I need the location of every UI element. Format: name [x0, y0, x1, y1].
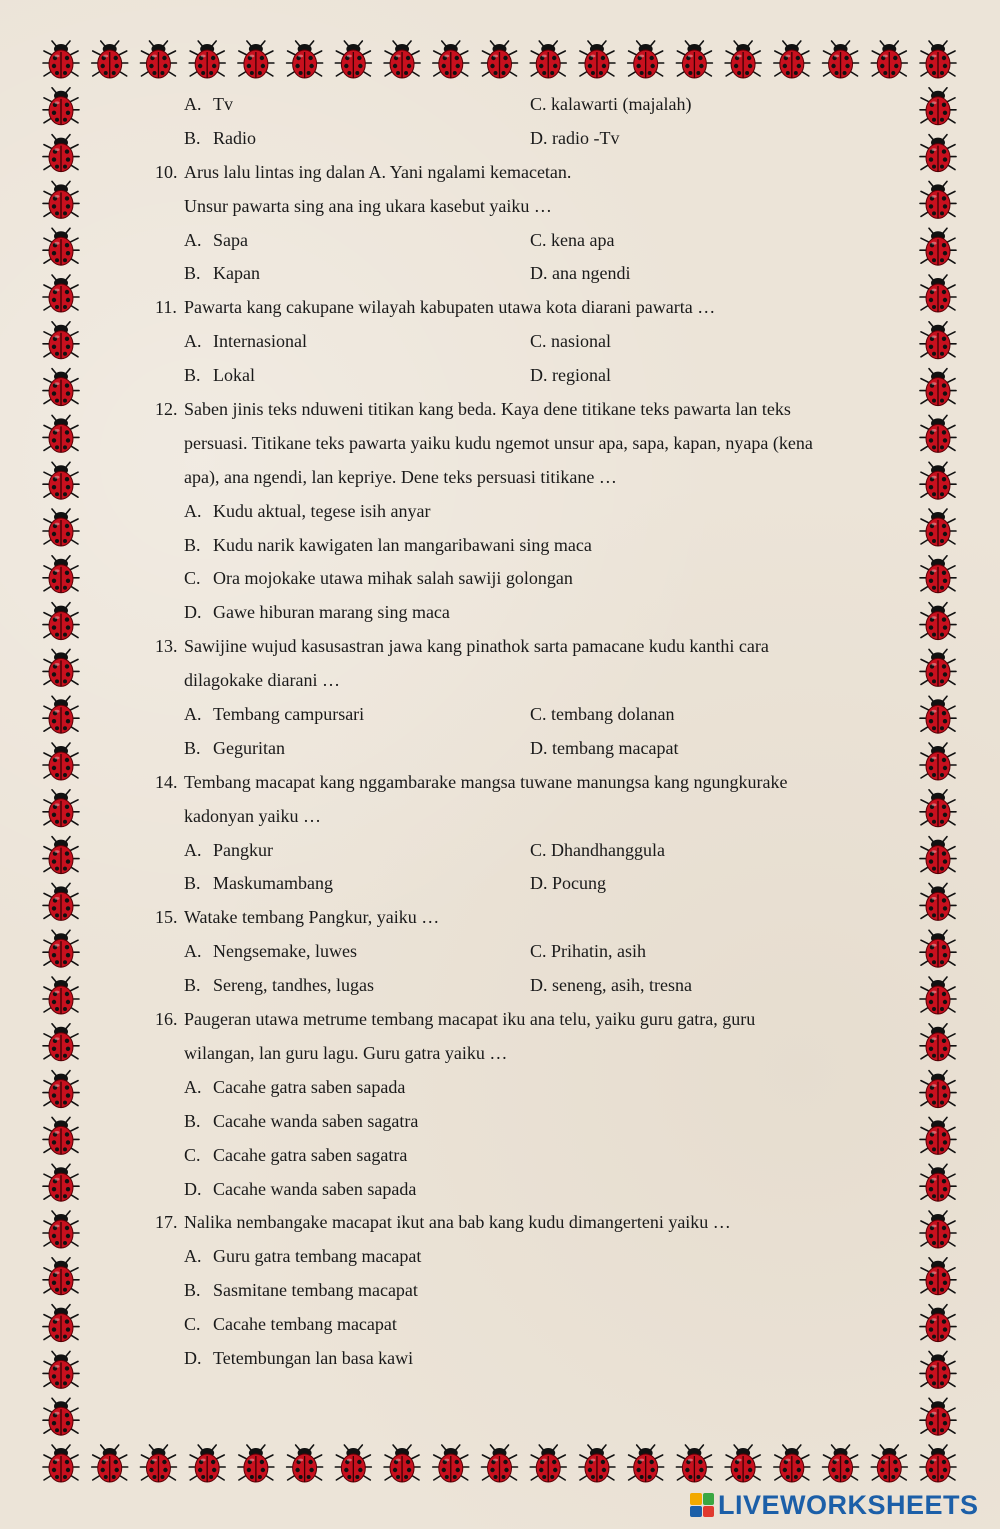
option-letter: A.	[184, 941, 202, 962]
option-letter: A.	[184, 704, 202, 725]
option-letter: A.	[184, 229, 202, 250]
question-text: Paugeran utawa metrume tembang macapat iku ana telu, yaiku guru gatra, guru	[184, 1009, 756, 1030]
question-number: 11.	[155, 297, 177, 318]
question-text: apa), ana ngendi, lan kepriye. Dene teks persuasi titikane …	[184, 466, 617, 487]
ladybug-icon	[774, 1445, 810, 1482]
option-text: Cacahe wanda saben sagatra	[213, 1110, 419, 1131]
question-stem	[150, 630, 890, 664]
option-text: Internasional	[213, 331, 307, 352]
option-text: Maskumambang	[213, 873, 333, 894]
ladybug-icon	[920, 977, 956, 1014]
answer-option-row	[150, 1173, 890, 1207]
answer-option-col2	[530, 325, 611, 359]
ladybug-icon	[920, 790, 956, 827]
ladybug-icon	[43, 509, 79, 546]
answer-option-row	[150, 1308, 890, 1342]
question-stem-continued	[150, 800, 890, 834]
answer-option-col2	[530, 88, 691, 122]
option-text: Guru gatra tembang macapat	[213, 1246, 422, 1267]
answer-option-col2	[530, 969, 692, 1003]
answer-option-row	[150, 935, 890, 969]
ladybug-icon	[43, 228, 79, 265]
ladybug-icon	[43, 41, 79, 78]
option-letter: B.	[184, 975, 201, 996]
option-letter: B.	[184, 263, 201, 284]
answer-option-row	[150, 867, 890, 901]
ladybug-icon	[920, 228, 956, 265]
ladybug-icon	[920, 41, 956, 78]
ladybug-icon	[43, 88, 79, 125]
answer-option-row	[150, 596, 890, 630]
ladybug-icon	[43, 369, 79, 406]
ladybug-icon	[920, 649, 956, 686]
ladybug-icon	[140, 41, 176, 78]
option-letter: B.	[184, 737, 201, 758]
ladybug-icon	[920, 883, 956, 920]
question-number: 12.	[155, 399, 178, 420]
ladybug-icon	[43, 790, 79, 827]
answer-option-row	[150, 359, 890, 393]
ladybug-icon	[43, 977, 79, 1014]
ladybug-icon	[43, 1164, 79, 1201]
option-letter: C.	[530, 704, 547, 725]
question-text: Tembang macapat kang nggambarake mangsa tuwane manungsa kang ngungkurake	[184, 771, 788, 792]
answer-option-col2	[530, 698, 674, 732]
liveworksheets-logo	[690, 1488, 979, 1522]
option-letter: D.	[530, 263, 548, 284]
answer-option-row	[150, 562, 890, 596]
ladybug-icon	[920, 1398, 956, 1435]
question-text: Unsur pawarta sing ana ing ukara kasebut yaiku …	[184, 195, 552, 216]
ladybug-icon	[43, 415, 79, 452]
option-letter: B.	[184, 127, 201, 148]
ladybug-icon	[43, 649, 79, 686]
ladybug-icon	[920, 322, 956, 359]
option-letter: B.	[184, 1280, 201, 1301]
ladybug-icon	[43, 743, 79, 780]
option-text: Tetembungan lan basa kawi	[213, 1347, 414, 1368]
question-stem-continued	[150, 461, 890, 495]
ladybug-icon	[920, 1445, 956, 1482]
question-text: dilagokake diarani …	[184, 670, 340, 691]
option-letter: A.	[184, 331, 202, 352]
answer-option-col2	[530, 732, 678, 766]
option-letter: C.	[530, 839, 547, 860]
answer-option-row	[150, 325, 890, 359]
option-text: Gawe hiburan marang sing maca	[213, 602, 450, 623]
ladybug-icon	[774, 41, 810, 78]
ladybug-icon	[725, 1445, 761, 1482]
question-stem	[150, 766, 890, 800]
answer-option-row	[150, 732, 890, 766]
answer-option-row	[150, 495, 890, 529]
ladybug-icon	[335, 41, 371, 78]
option-text: Kudu narik kawigaten lan mangaribawani sing maca	[213, 534, 592, 555]
ladybug-icon	[43, 883, 79, 920]
ladybug-icon	[384, 1445, 420, 1482]
ladybug-icon	[140, 1445, 176, 1482]
question-stem-continued	[150, 190, 890, 224]
ladybug-icon	[43, 603, 79, 640]
option-letter: C.	[530, 94, 547, 114]
option-letter: B.	[184, 534, 201, 555]
answer-option-row	[150, 122, 890, 156]
option-text: Sapa	[213, 229, 248, 250]
question-stem-continued	[150, 664, 890, 698]
option-text: kena apa	[551, 229, 615, 250]
ladybug-icon	[920, 369, 956, 406]
ladybug-icon	[335, 1445, 371, 1482]
ladybug-icon	[920, 135, 956, 172]
question-number: 16.	[155, 1009, 178, 1030]
answer-option-col2	[530, 257, 630, 291]
ladybug-icon	[43, 1258, 79, 1295]
option-text: Ora mojokake utawa mihak salah sawiji golongan	[213, 568, 573, 589]
option-letter: D.	[184, 602, 202, 623]
question-list	[150, 88, 890, 1376]
option-letter: C.	[530, 229, 547, 250]
option-text: Nengsemake, luwes	[213, 941, 357, 962]
answer-option-row	[150, 529, 890, 563]
question-stem	[150, 291, 890, 325]
option-text: Geguritan	[213, 737, 285, 758]
option-text: Tembang campursari	[213, 704, 365, 725]
option-letter: C.	[530, 941, 547, 962]
ladybug-icon	[189, 41, 225, 78]
question-text: Arus lalu lintas ing dalan A. Yani ngalami kemacetan.	[184, 161, 572, 182]
ladybug-icon	[920, 1071, 956, 1108]
question-stem	[150, 1206, 890, 1240]
option-letter: A.	[184, 94, 202, 114]
ladybug-icon	[482, 41, 518, 78]
option-text: Cacahe gatra saben sagatra	[213, 1144, 408, 1165]
answer-option-row	[150, 1240, 890, 1274]
question-stem	[150, 156, 890, 190]
ladybug-icon	[920, 462, 956, 499]
option-letter: D.	[184, 1178, 202, 1199]
question-number: 14.	[155, 771, 178, 792]
ladybug-icon	[43, 322, 79, 359]
ladybug-icon	[920, 181, 956, 218]
ladybug-icon	[189, 1445, 225, 1482]
option-text: Prihatin, asih	[551, 941, 647, 962]
option-text: Pocung	[552, 873, 606, 894]
question-stem	[150, 1003, 890, 1037]
answer-option-col2	[530, 224, 614, 258]
option-letter: A.	[184, 1246, 202, 1267]
ladybug-icon	[43, 556, 79, 593]
ladybug-icon	[43, 1211, 79, 1248]
ladybug-icon	[676, 1445, 712, 1482]
question-text: kadonyan yaiku …	[184, 805, 321, 826]
ladybug-icon	[43, 275, 79, 312]
answer-option-col2	[530, 935, 646, 969]
question-text: Watake tembang Pangkur, yaiku …	[184, 907, 440, 928]
ladybug-icon	[43, 930, 79, 967]
option-letter: A.	[184, 1076, 202, 1097]
ladybug-icon	[384, 41, 420, 78]
answer-option-col2	[530, 834, 665, 868]
question-number: 17.	[155, 1212, 178, 1233]
ladybug-icon	[920, 1258, 956, 1295]
answer-option-row	[150, 1105, 890, 1139]
question-stem	[150, 901, 890, 935]
option-letter: D.	[530, 975, 548, 996]
option-text: radio -Tv	[552, 127, 620, 148]
option-text: Tv	[213, 94, 233, 114]
ladybug-icon	[43, 1351, 79, 1388]
ladybug-icon	[43, 837, 79, 874]
ladybug-icon	[433, 41, 469, 78]
option-text: ana ngendi	[552, 263, 631, 284]
ladybug-icon	[920, 1164, 956, 1201]
option-letter: A.	[184, 500, 202, 521]
ladybug-icon	[92, 41, 128, 78]
ladybug-icon	[920, 1305, 956, 1342]
question-text: Sawijine wujud kasusastran jawa kang pinathok sarta pamacane kudu kanthi cara	[184, 636, 769, 657]
option-text: seneng, asih, tresna	[552, 975, 692, 996]
option-text: Cacahe wanda saben sapada	[213, 1178, 417, 1199]
option-text: Sereng, tandhes, lugas	[213, 975, 374, 996]
ladybug-icon	[920, 1351, 956, 1388]
ladybug-icon	[238, 1445, 274, 1482]
ladybug-icon	[43, 1305, 79, 1342]
question-stem-continued	[150, 1037, 890, 1071]
ladybug-icon	[43, 696, 79, 733]
ladybug-icon	[823, 1445, 859, 1482]
option-text: Cacahe tembang macapat	[213, 1314, 397, 1335]
ladybug-icon	[628, 1445, 664, 1482]
answer-option-row	[150, 834, 890, 868]
option-text: kalawarti (majalah)	[551, 94, 692, 114]
answer-option-col2	[530, 122, 619, 156]
question-text: Nalika nembangake macapat ikut ana bab kang kudu dimangerteni yaiku …	[184, 1212, 731, 1233]
ladybug-icon	[871, 1445, 907, 1482]
option-letter: D.	[530, 127, 548, 148]
liveworksheets-icon	[690, 1493, 714, 1517]
option-text: Radio	[213, 127, 256, 148]
answer-option-row	[150, 88, 890, 122]
ladybug-icon	[92, 1445, 128, 1482]
ladybug-icon	[725, 41, 761, 78]
question-stem	[150, 393, 890, 427]
option-text: Kapan	[213, 263, 260, 284]
ladybug-icon	[43, 1071, 79, 1108]
ladybug-icon	[920, 88, 956, 125]
ladybug-icon	[920, 837, 956, 874]
answer-option-row	[150, 1139, 890, 1173]
ladybug-icon	[43, 1398, 79, 1435]
ladybug-icon	[43, 1117, 79, 1154]
answer-option-col2	[530, 359, 611, 393]
ladybug-icon	[920, 743, 956, 780]
ladybug-icon	[920, 603, 956, 640]
ladybug-icon	[482, 1445, 518, 1482]
ladybug-icon	[238, 41, 274, 78]
option-letter: C.	[184, 568, 201, 589]
ladybug-icon	[579, 1445, 615, 1482]
option-text: Dhandhanggula	[551, 839, 665, 860]
answer-option-row	[150, 1071, 890, 1105]
option-letter: D.	[530, 873, 548, 894]
answer-option-row	[150, 1342, 890, 1376]
option-letter: C.	[184, 1314, 201, 1335]
ladybug-icon	[287, 1445, 323, 1482]
question-text: Pawarta kang cakupane wilayah kabupaten utawa kota diarani pawarta …	[184, 297, 716, 318]
ladybug-icon	[920, 1117, 956, 1154]
question-text: persuasi. Titikane teks pawarta yaiku kudu ngemot unsur apa, sapa, kapan, nyapa (kena	[184, 432, 813, 453]
answer-option-row	[150, 698, 890, 732]
option-text: Pangkur	[213, 839, 273, 860]
question-text: Saben jinis teks nduweni titikan kang beda. Kaya dene titikane teks pawarta lan teks	[184, 399, 791, 420]
option-letter: B.	[184, 873, 201, 894]
option-text: Lokal	[213, 365, 255, 386]
option-letter: D.	[530, 737, 548, 758]
ladybug-icon	[920, 930, 956, 967]
question-text: wilangan, lan guru lagu. Guru gatra yaiku …	[184, 1042, 508, 1063]
ladybug-icon	[920, 696, 956, 733]
ladybug-icon	[920, 415, 956, 452]
answer-option-col2	[530, 867, 606, 901]
answer-option-row	[150, 257, 890, 291]
ladybug-icon	[628, 41, 664, 78]
ladybug-icon	[871, 41, 907, 78]
ladybug-icon	[920, 1211, 956, 1248]
ladybug-icon	[920, 275, 956, 312]
logo-text: LIVEWORKSHEETS	[718, 1489, 979, 1520]
option-letter: C.	[184, 1144, 201, 1165]
option-text: regional	[552, 365, 611, 386]
answer-option-row	[150, 1274, 890, 1308]
ladybug-icon	[920, 1024, 956, 1061]
ladybug-icon	[530, 1445, 566, 1482]
ladybug-icon	[823, 41, 859, 78]
question-stem-continued	[150, 427, 890, 461]
question-number: 10.	[155, 161, 178, 182]
option-text: Kudu aktual, tegese isih anyar	[213, 500, 431, 521]
option-letter: B.	[184, 365, 201, 386]
ladybug-icon	[530, 41, 566, 78]
option-letter: D.	[184, 1347, 202, 1368]
ladybug-icon	[43, 1445, 79, 1482]
ladybug-icon	[287, 41, 323, 78]
ladybug-icon	[43, 1024, 79, 1061]
answer-option-row	[150, 224, 890, 258]
question-number: 13.	[155, 636, 178, 657]
option-text: Cacahe gatra saben sapada	[213, 1076, 406, 1097]
ladybug-icon	[920, 556, 956, 593]
option-text: tembang macapat	[552, 737, 679, 758]
ladybug-icon	[43, 462, 79, 499]
ladybug-icon	[433, 1445, 469, 1482]
option-letter: A.	[184, 839, 202, 860]
answer-option-row	[150, 969, 890, 1003]
option-letter: C.	[530, 331, 547, 352]
option-text: nasional	[551, 331, 612, 352]
ladybug-icon	[579, 41, 615, 78]
ladybug-icon	[676, 41, 712, 78]
option-letter: B.	[184, 1110, 201, 1131]
ladybug-icon	[43, 181, 79, 218]
option-text: Sasmitane tembang macapat	[213, 1280, 418, 1301]
question-number: 15.	[155, 907, 178, 928]
option-text: tembang dolanan	[551, 704, 675, 725]
ladybug-icon	[920, 509, 956, 546]
ladybug-icon	[43, 135, 79, 172]
option-letter: D.	[530, 365, 548, 386]
